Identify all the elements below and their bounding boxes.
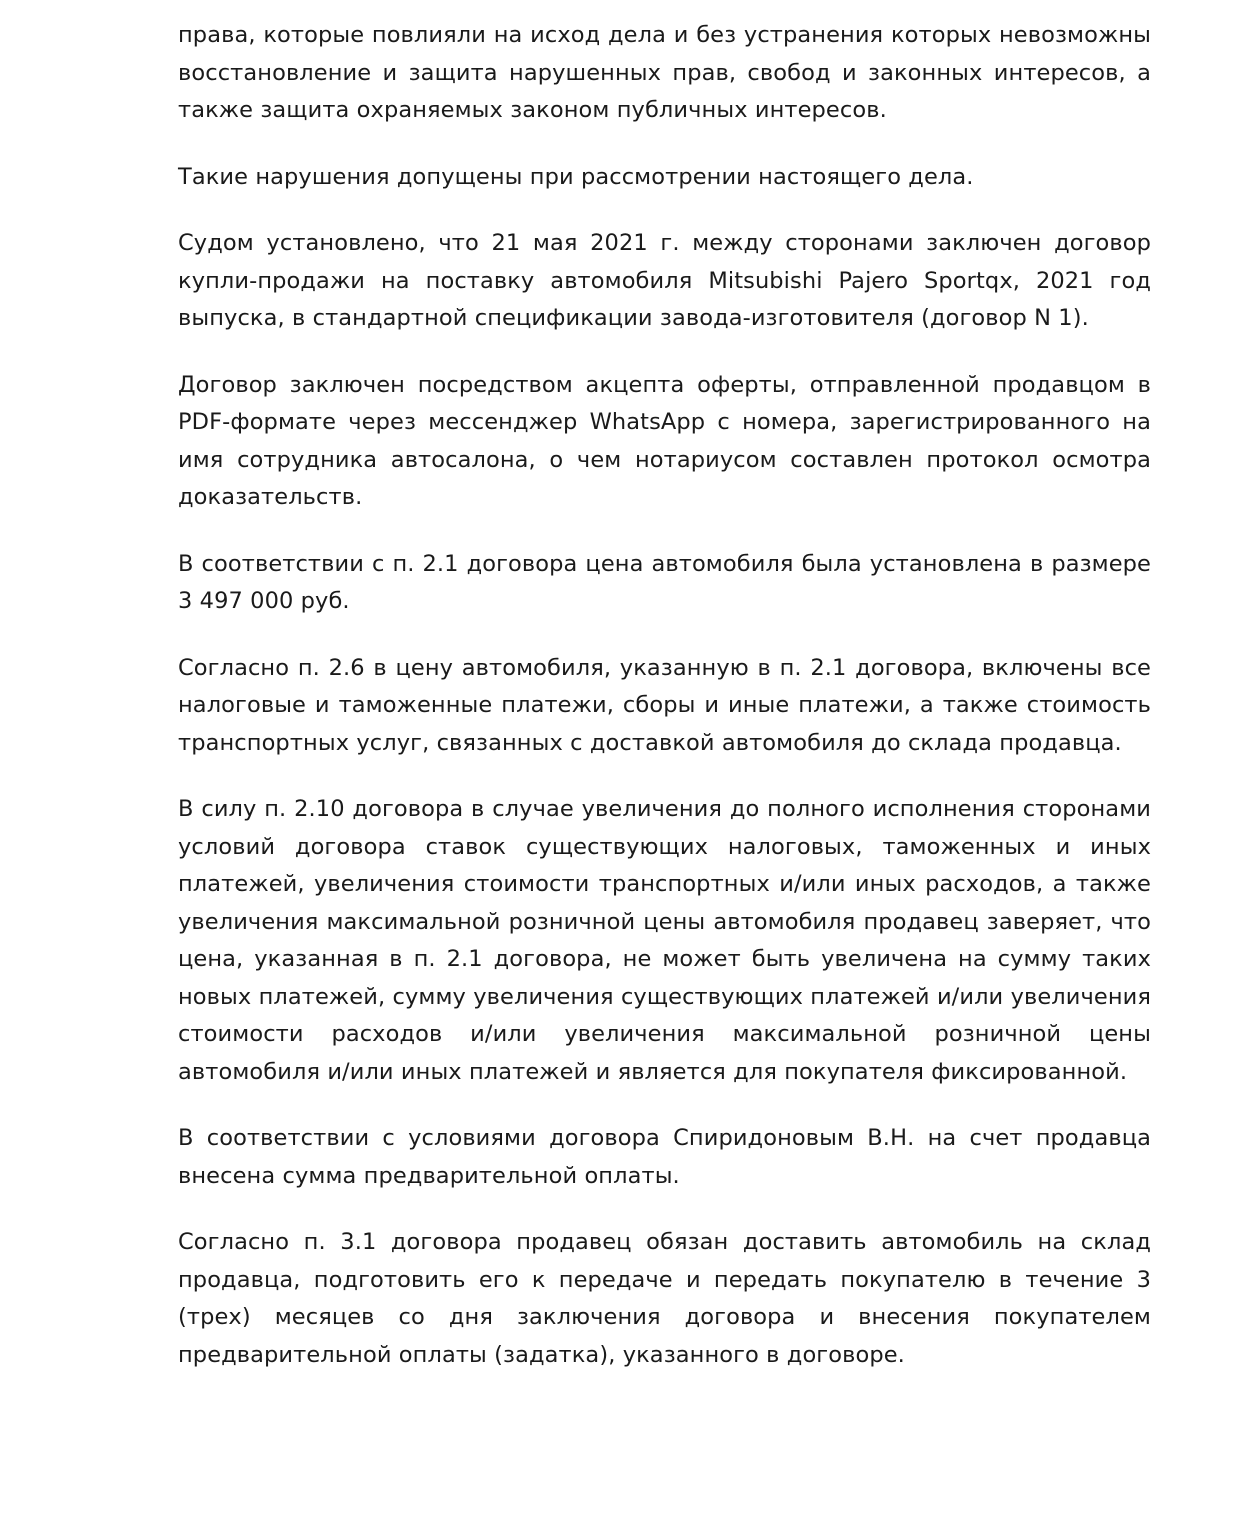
- paragraph-5: В соответствии с п. 2.1 договора цена автомобиля была установлена в размере 3 497 000 руб.: [178, 550, 1151, 614]
- paragraph-9: Согласно п. 3.1 договора продавец обязан доставить автомобиль на склад продавца, подготовить его к передаче и передать покупателю в течение 3 (трех) месяцев со дня заключения договора и внесения покупателем предварительной оплаты (задатка), указанного в договоре.: [178, 1229, 1151, 1368]
- paragraph-3: Судом установлено, что 21 мая 2021 г. между сторонами заключен договор купли-продажи на поставку автомобиля Mitsubishi Pajero Sportqx, 2021 год выпуска, в стандартной спецификации завода-изготовителя (договор N 1).: [178, 230, 1151, 331]
- paragraph-4: Договор заключен посредством акцепта оферты, отправленной продавцом в PDF-формате через мессенджер WhatsApp с номера, зарегистрированного на имя сотрудника автосалона, о чем нотариусом составлен протокол осмотра доказательств.: [178, 371, 1151, 510]
- paragraph-8: В соответствии с условиями договора Спиридоновым В.Н. на счет продавца внесена сумма предварительной оплаты.: [178, 1125, 1151, 1189]
- paragraph-6: Согласно п. 2.6 в цену автомобиля, указанную в п. 2.1 договора, включены все налоговые и таможенные платежи, сборы и иные платежи, а также стоимость транспортных услуг, связанных с доставкой автомобиля до склада продавца.: [178, 654, 1151, 756]
- document-page: [178, 17, 1151, 1403]
- paragraph-7: В силу п. 2.10 договора в случае увеличения до полного исполнения сторонами условий договора ставок существующих налоговых, таможенных и иных платежей, увеличения стоимости транспортных и/или иных расходов, а также увеличения максимальной розничной цены автомобиля продавец заверяет, что цена, указанная в п. 2.1 договора, не может быть увеличена на сумму таких новых платежей, сумму увеличения существующих платежей и/или увеличения стоимости расходов и/или увеличения максимальной розничной цены автомобиля и/или иных платежей и является для покупателя фиксированной.: [178, 796, 1151, 1085]
- paragraph-2: Такие нарушения допущены при рассмотрении настоящего дела.: [178, 163, 974, 190]
- paragraph-1: права, которые повлияли на исход дела и без устранения которых невозможны восстановление и защита нарушенных прав, свобод и законных интересов, а также защита охраняемых законом публичных интересов.: [178, 22, 1151, 123]
